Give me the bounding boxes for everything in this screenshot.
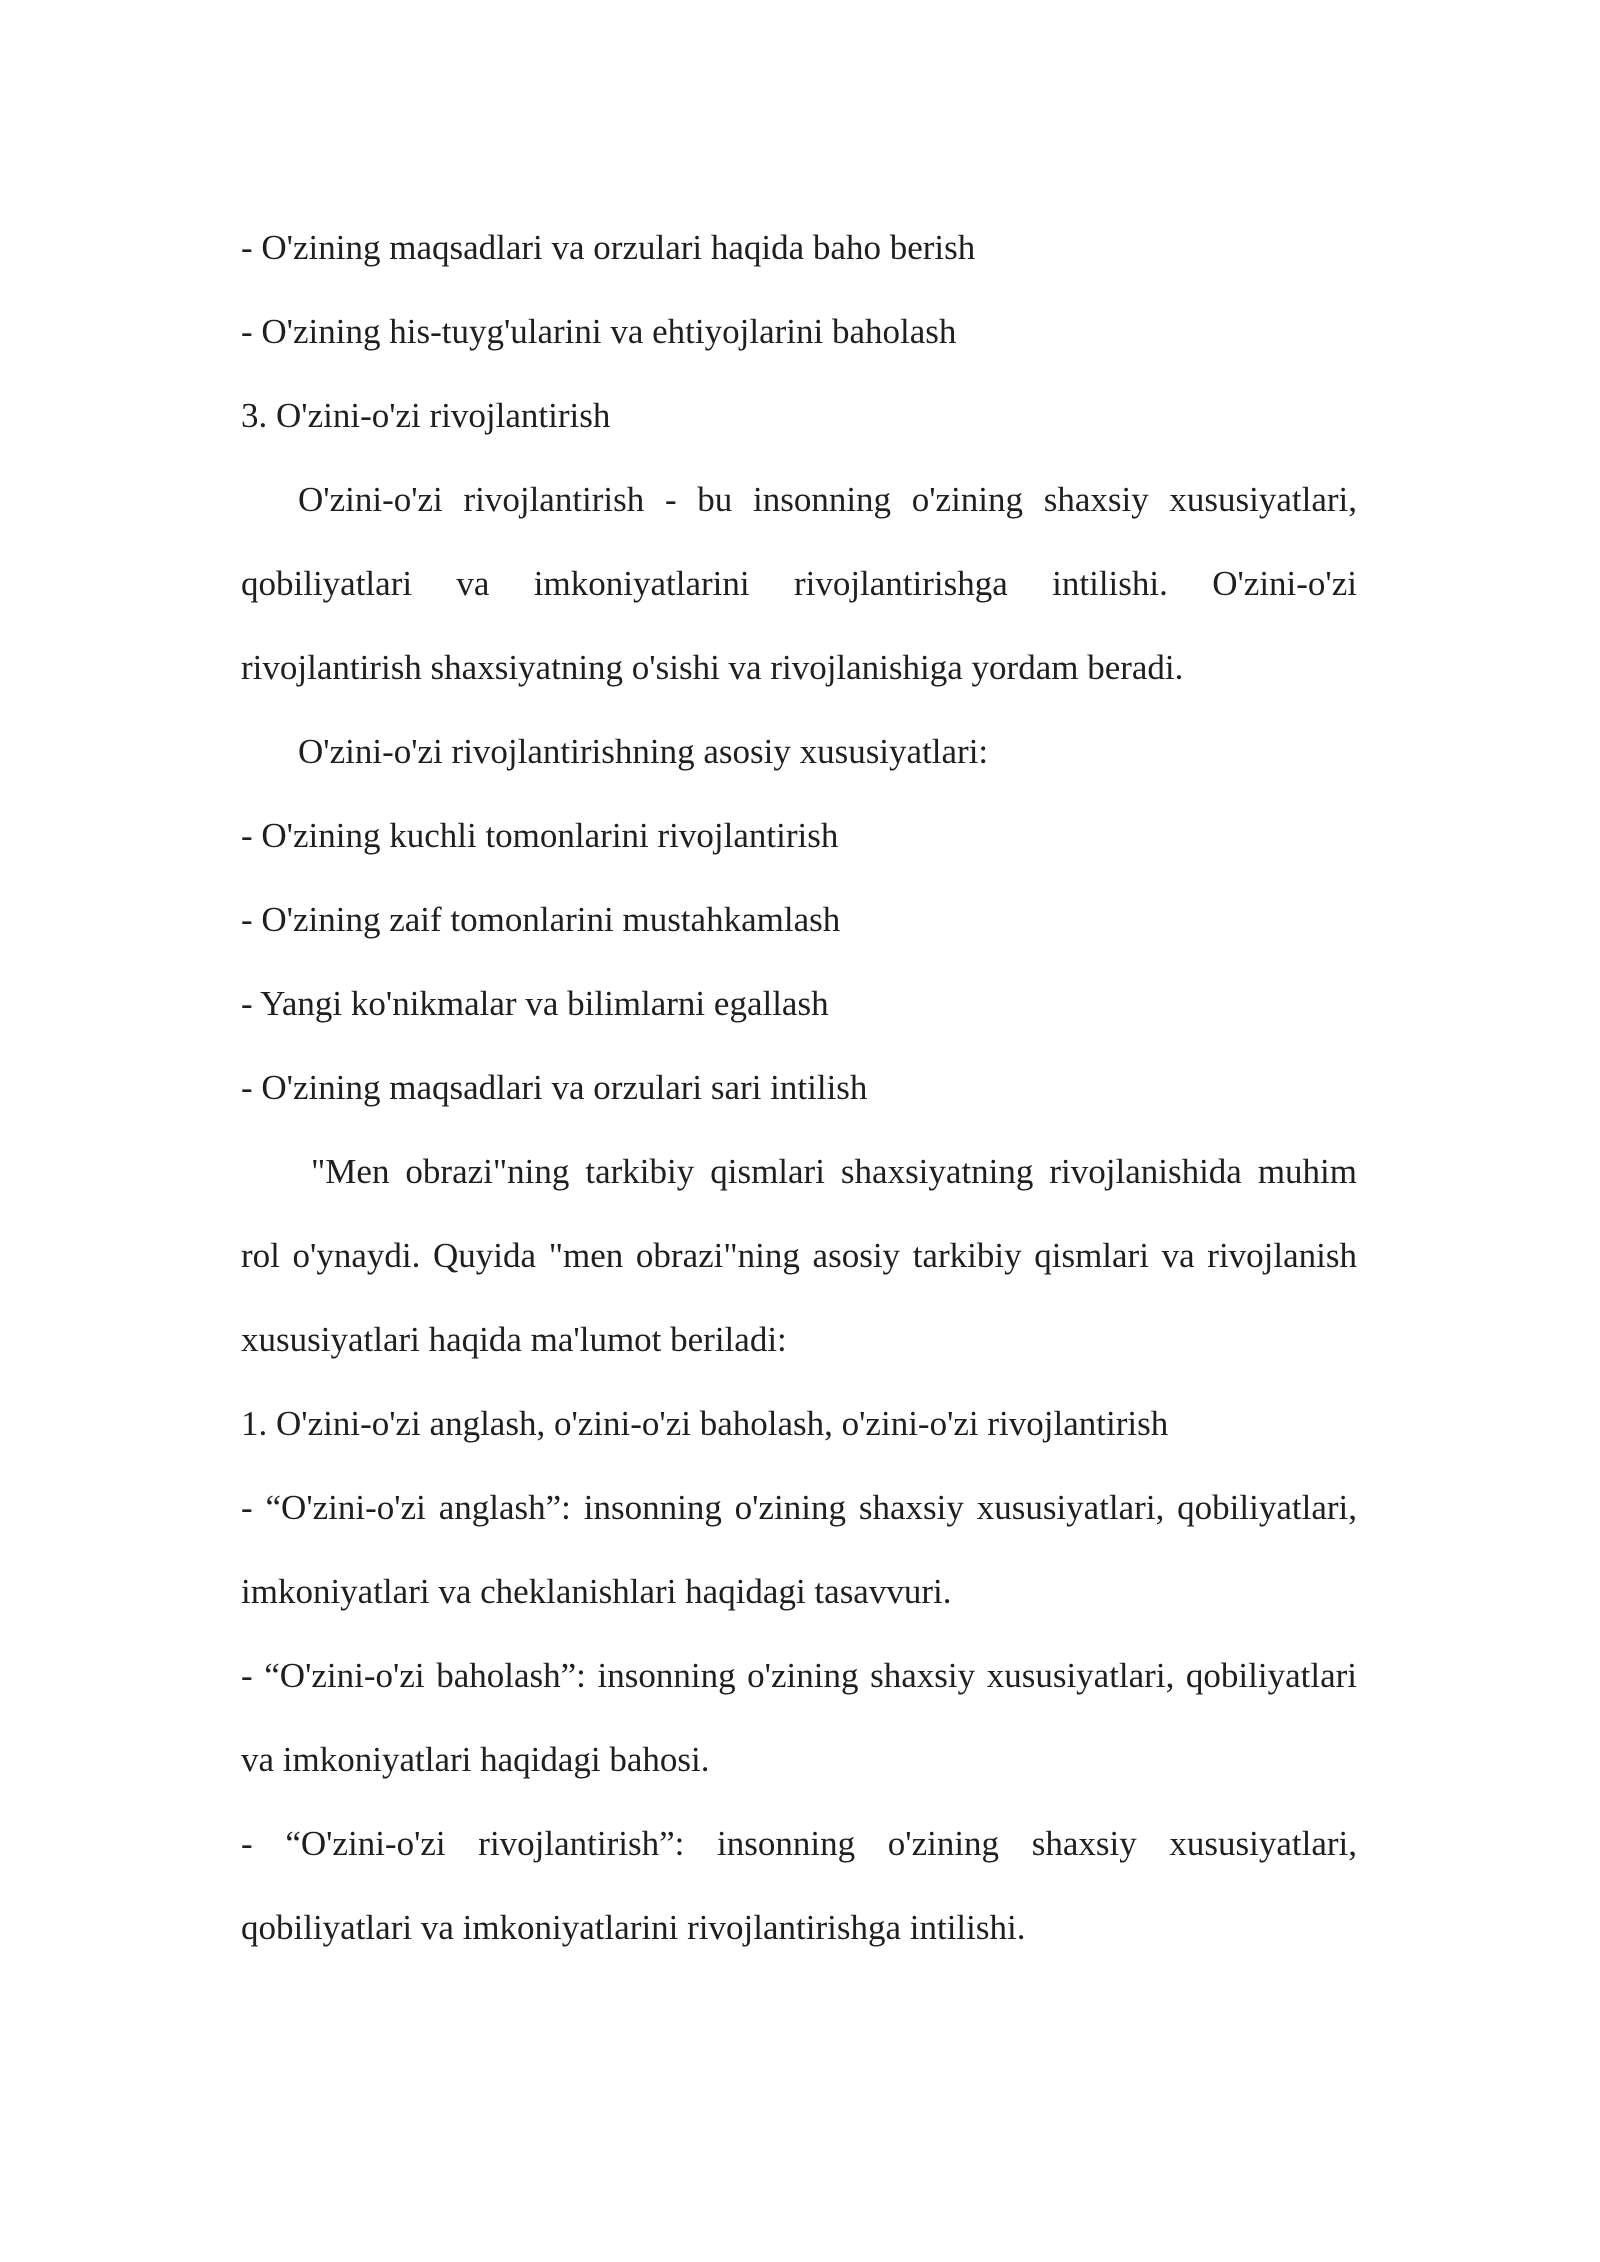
definition-item: - “O'zini-o'zi baholash”: insonning o'zining shaxsiy xususiyatlari, qobiliyatlari va imkoniyatlari haqidagi bahosi. (241, 1656, 1357, 1779)
paragraph: O'zini-o'zi rivojlantirishning asosiy xususiyatlari: (298, 732, 989, 771)
definition-item: - “O'zini-o'zi anglash”: insonning o'zining shaxsiy xususiyatlari, qobiliyatlari, imkoniyatlari va cheklanishlari haqidagi tasavvuri. (241, 1488, 1357, 1611)
section-heading: 1. O'zini-o'zi anglash, o'zini-o'zi baholash, o'zini-o'zi rivojlantirish (241, 1404, 1169, 1443)
paragraph: "Men obrazi"ning tarkibiy qismlari shaxsiyatning rivojlanishida muhim rol o'ynaydi. Quyida "men obrazi"ning asosiy tarkibiy qismlari va rivojlanish xususiyatlari haqida ma'lumot beriladi: (241, 1152, 1357, 1359)
list-item: - O'zining kuchli tomonlarini rivojlantirish (241, 816, 839, 855)
list-item: - O'zining his-tuyg'ularini va ehtiyojlarini baholash (241, 312, 957, 351)
paragraph: O'zini-o'zi rivojlantirish - bu insonning o'zining shaxsiy xususiyatlari, qobiliyatlari va imkoniyatlarini rivojlantirishga intilishi. O'zini-o'zi rivojlantirish shaxsiyatning o'sishi va rivojlanishiga yordam beradi. (241, 480, 1357, 687)
list-item: - Yangi ko'nikmalar va bilimlarni egallash (241, 984, 829, 1023)
list-item: - O'zining maqsadlari va orzulari haqida baho berish (241, 228, 976, 267)
section-heading: 3. O'zini-o'zi rivojlantirish (241, 396, 611, 435)
document-page (241, 206, 1357, 1970)
list-item: - O'zining zaif tomonlarini mustahkamlash (241, 900, 841, 939)
list-item: - O'zining maqsadlari va orzulari sari intilish (241, 1068, 868, 1107)
definition-item: - “O'zini-o'zi rivojlantirish”: insonning o'zining shaxsiy xususiyatlari, qobiliyatlari va imkoniyatlarini rivojlantirishga intilishi. (241, 1824, 1357, 1947)
